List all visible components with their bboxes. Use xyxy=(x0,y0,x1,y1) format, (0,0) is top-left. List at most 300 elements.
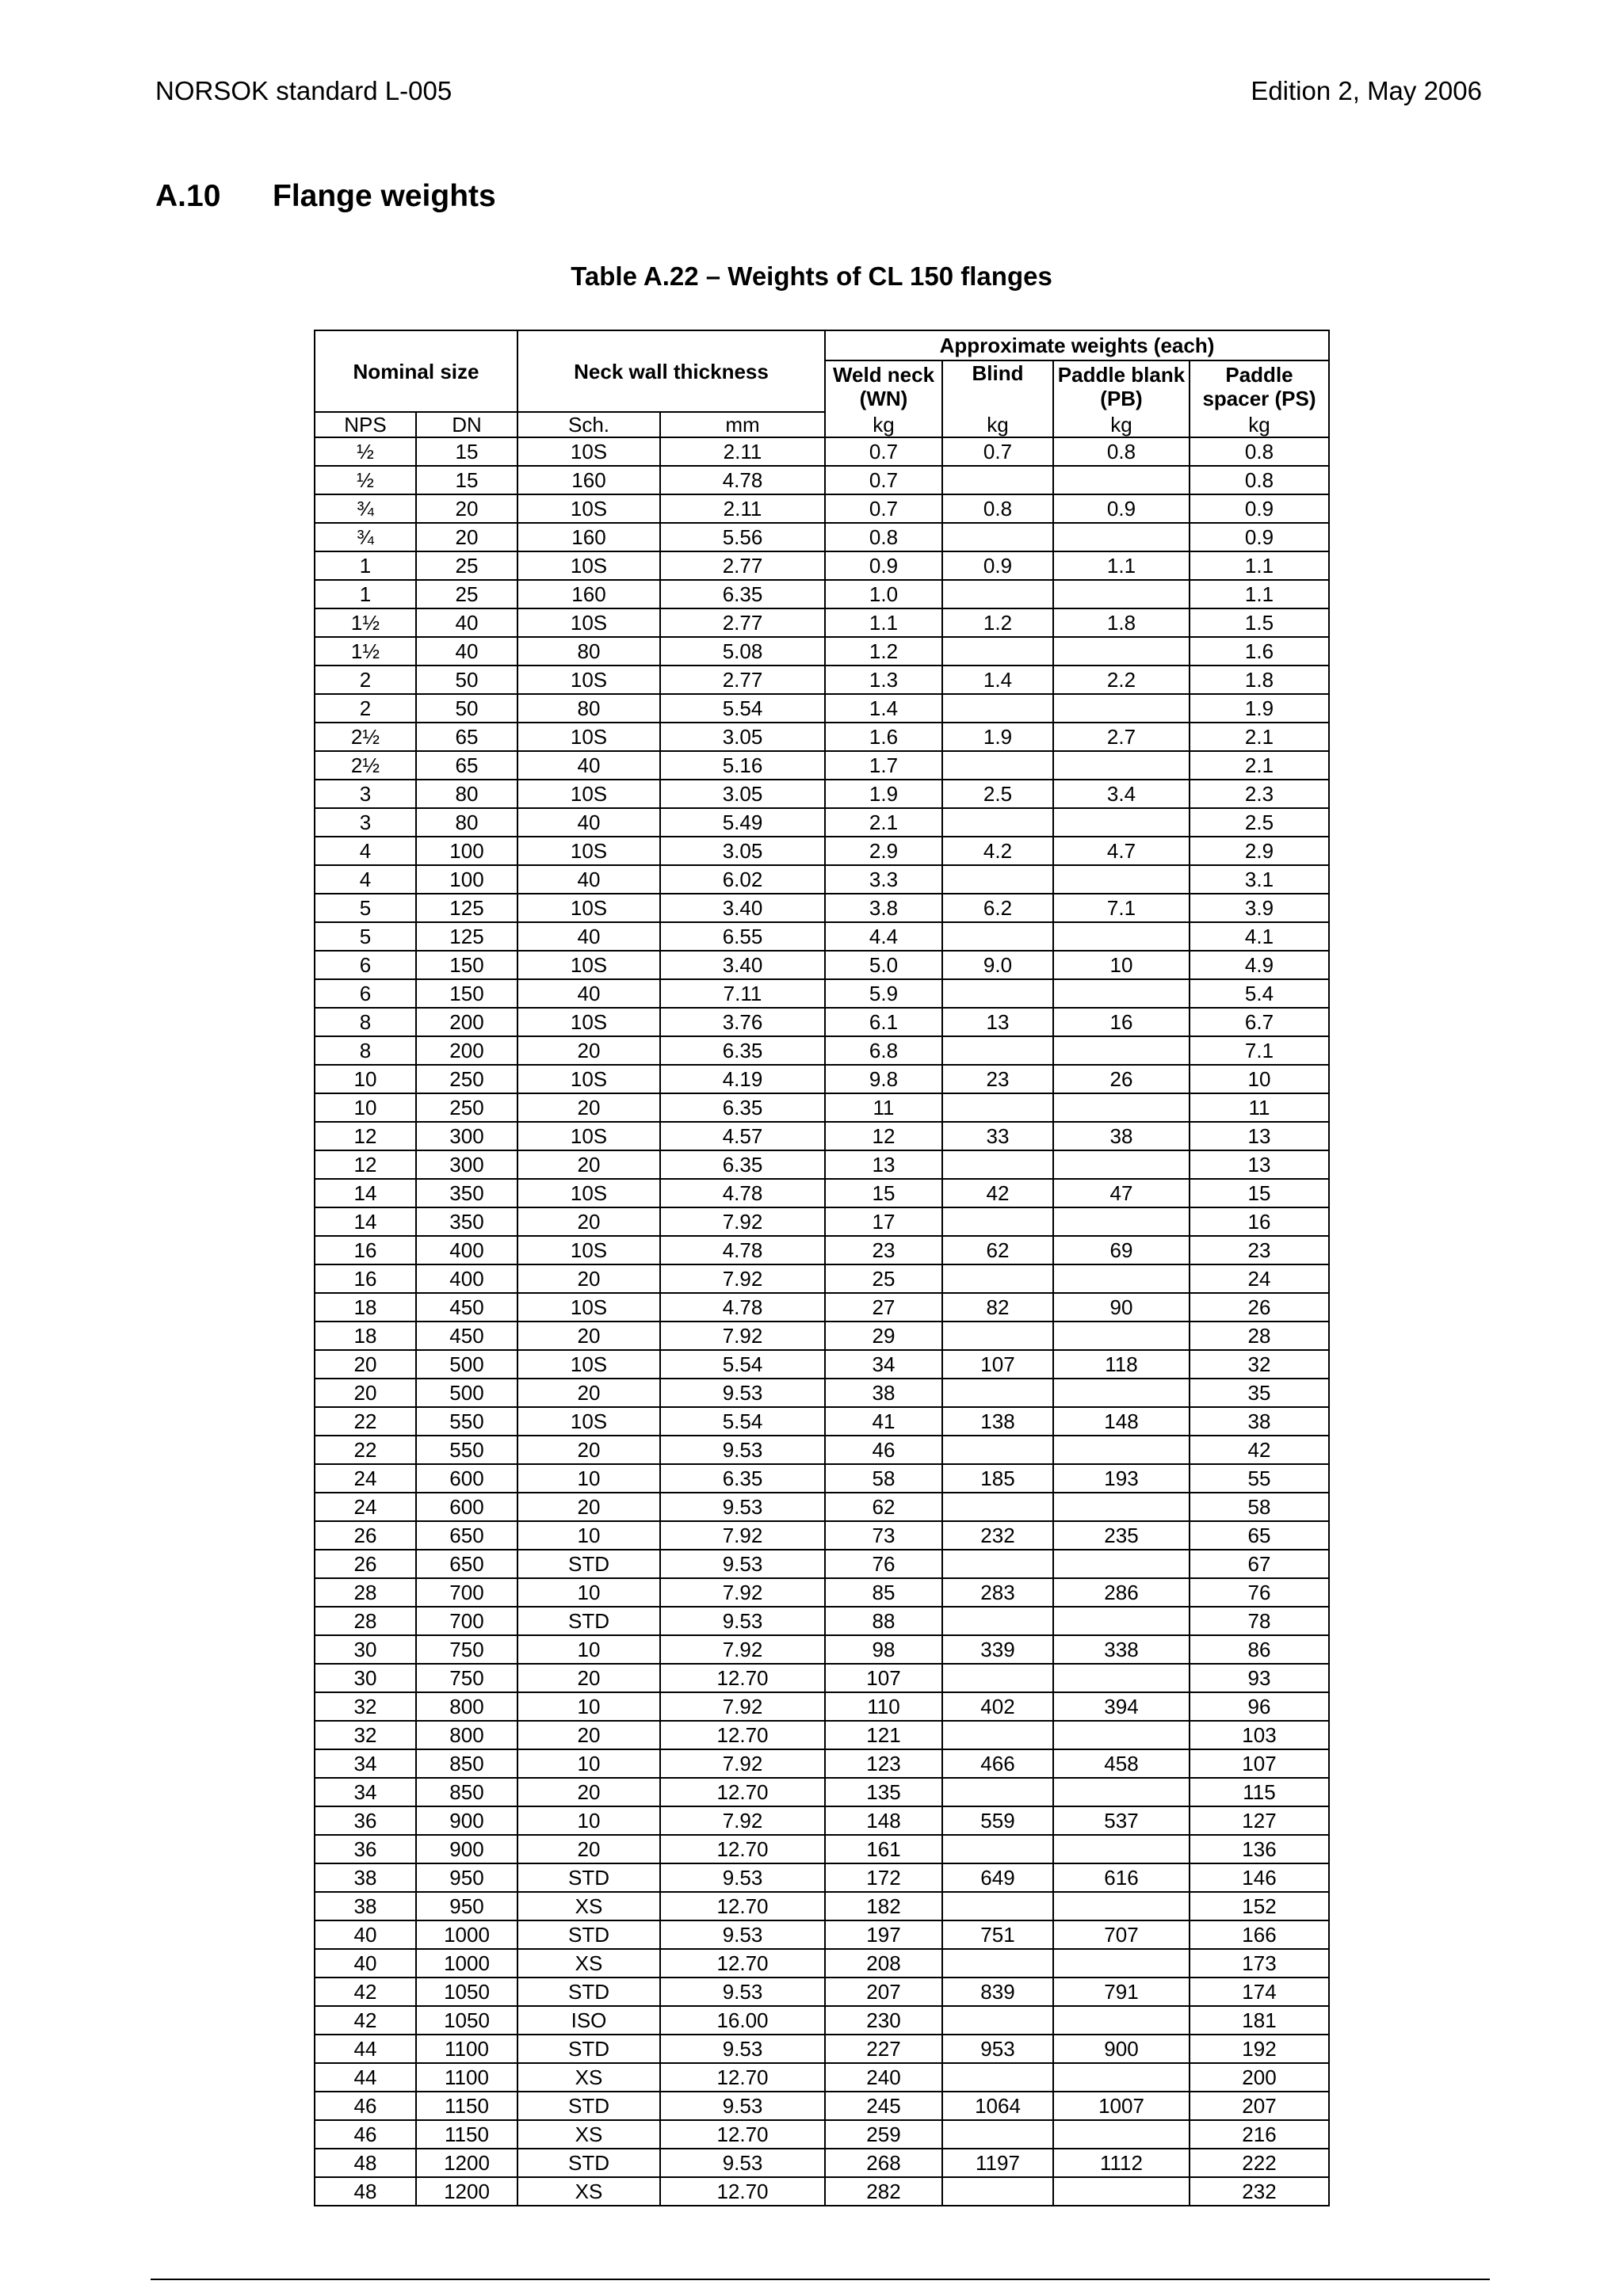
cell-ps: 67 xyxy=(1190,1550,1329,1578)
cell-blind: 42 xyxy=(942,1179,1053,1207)
cell-blind: 82 xyxy=(942,1293,1053,1322)
cell-nps: ½ xyxy=(315,466,416,494)
paddle-spacer-header: Paddle spacer (PS) xyxy=(1190,360,1329,412)
cell-sch: 10S xyxy=(517,1350,660,1379)
cell-mm: 4.57 xyxy=(660,1122,825,1150)
cell-mm: 7.92 xyxy=(660,1806,825,1835)
cell-mm: 9.53 xyxy=(660,1493,825,1521)
cell-blind xyxy=(942,1778,1053,1806)
cell-ps: 1.9 xyxy=(1190,694,1329,723)
cell-mm: 7.92 xyxy=(660,1635,825,1664)
cell-mm: 2.11 xyxy=(660,437,825,466)
cell-mm: 6.55 xyxy=(660,922,825,951)
cell-wn: 182 xyxy=(825,1892,942,1920)
footer-rule xyxy=(151,2279,1490,2280)
cell-wn: 110 xyxy=(825,1692,942,1721)
sch-header: Sch. xyxy=(517,412,660,437)
cell-mm: 12.70 xyxy=(660,1778,825,1806)
cell-wn: 46 xyxy=(825,1436,942,1464)
cell-dn: 100 xyxy=(416,837,517,865)
cell-ps: 115 xyxy=(1190,1778,1329,1806)
cell-dn: 500 xyxy=(416,1350,517,1379)
cell-nps: 5 xyxy=(315,922,416,951)
cell-blind xyxy=(942,1093,1053,1122)
table-row xyxy=(315,608,1329,637)
cell-pb: 7.1 xyxy=(1053,894,1190,922)
cell-wn: 197 xyxy=(825,1920,942,1949)
cell-dn: 150 xyxy=(416,951,517,979)
cell-pb xyxy=(1053,1892,1190,1920)
cell-ps: 3.1 xyxy=(1190,865,1329,894)
cell-dn: 550 xyxy=(416,1436,517,1464)
cell-sch: 10S xyxy=(517,1179,660,1207)
cell-dn: 1050 xyxy=(416,1978,517,2006)
cell-blind: 559 xyxy=(942,1806,1053,1835)
cell-pb: 16 xyxy=(1053,1008,1190,1036)
cell-blind: 1064 xyxy=(942,2092,1053,2120)
cell-ps: 173 xyxy=(1190,1949,1329,1978)
cell-wn: 1.6 xyxy=(825,723,942,751)
cell-sch: 40 xyxy=(517,865,660,894)
cell-dn: 950 xyxy=(416,1892,517,1920)
cell-wn: 107 xyxy=(825,1664,942,1692)
section-heading xyxy=(155,179,496,214)
cell-sch: 10S xyxy=(517,951,660,979)
cell-dn: 100 xyxy=(416,865,517,894)
cell-blind xyxy=(942,2006,1053,2035)
blind-unit: kg xyxy=(942,412,1053,437)
table-row xyxy=(315,1150,1329,1179)
cell-sch: 20 xyxy=(517,1493,660,1521)
cell-pb: 791 xyxy=(1053,1978,1190,2006)
cell-mm: 4.19 xyxy=(660,1065,825,1093)
cell-nps: 46 xyxy=(315,2120,416,2149)
cell-nps: 16 xyxy=(315,1264,416,1293)
cell-nps: 18 xyxy=(315,1293,416,1322)
cell-blind xyxy=(942,1949,1053,1978)
cell-wn: 27 xyxy=(825,1293,942,1322)
cell-mm: 4.78 xyxy=(660,1236,825,1264)
cell-sch: XS xyxy=(517,2063,660,2092)
cell-sch: STD xyxy=(517,2092,660,2120)
cell-blind xyxy=(942,808,1053,837)
cell-pb xyxy=(1053,637,1190,666)
cell-pb xyxy=(1053,2177,1190,2206)
cell-ps: 38 xyxy=(1190,1407,1329,1436)
cell-wn: 259 xyxy=(825,2120,942,2149)
cell-wn: 62 xyxy=(825,1493,942,1521)
cell-nps: 10 xyxy=(315,1065,416,1093)
cell-wn: 1.1 xyxy=(825,608,942,637)
cell-ps: 0.8 xyxy=(1190,437,1329,466)
cell-ps: 136 xyxy=(1190,1835,1329,1863)
cell-wn: 1.3 xyxy=(825,666,942,694)
cell-nps: 24 xyxy=(315,1493,416,1521)
cell-dn: 80 xyxy=(416,780,517,808)
cell-wn: 38 xyxy=(825,1379,942,1407)
cell-ps: 4.1 xyxy=(1190,922,1329,951)
table-row xyxy=(315,2177,1329,2206)
table-row xyxy=(315,951,1329,979)
cell-pb xyxy=(1053,1835,1190,1863)
cell-blind: 1.4 xyxy=(942,666,1053,694)
cell-ps: 192 xyxy=(1190,2035,1329,2063)
cell-sch: 10 xyxy=(517,1635,660,1664)
cell-sch: XS xyxy=(517,1892,660,1920)
cell-dn: 400 xyxy=(416,1264,517,1293)
cell-nps: 20 xyxy=(315,1379,416,1407)
cell-wn: 172 xyxy=(825,1863,942,1892)
cell-dn: 1100 xyxy=(416,2063,517,2092)
cell-nps: 24 xyxy=(315,1464,416,1493)
cell-sch: 10S xyxy=(517,723,660,751)
cell-mm: 9.53 xyxy=(660,1920,825,1949)
cell-dn: 800 xyxy=(416,1721,517,1749)
cell-dn: 250 xyxy=(416,1093,517,1122)
cell-mm: 2.77 xyxy=(660,666,825,694)
cell-wn: 123 xyxy=(825,1749,942,1778)
cell-nps: 5 xyxy=(315,894,416,922)
cell-wn: 3.3 xyxy=(825,865,942,894)
cell-dn: 1200 xyxy=(416,2149,517,2177)
cell-dn: 700 xyxy=(416,1607,517,1635)
cell-blind: 4.2 xyxy=(942,837,1053,865)
cell-nps: 6 xyxy=(315,979,416,1008)
cell-pb xyxy=(1053,580,1190,608)
cell-pb xyxy=(1053,1207,1190,1236)
table-row xyxy=(315,1749,1329,1778)
cell-ps: 2.1 xyxy=(1190,751,1329,780)
table-row xyxy=(315,1521,1329,1550)
cell-sch: 10S xyxy=(517,894,660,922)
table-row xyxy=(315,2092,1329,2120)
cell-pb xyxy=(1053,2063,1190,2092)
cell-blind xyxy=(942,2120,1053,2149)
cell-sch: ISO xyxy=(517,2006,660,2035)
cell-nps: 36 xyxy=(315,1806,416,1835)
cell-nps: 38 xyxy=(315,1892,416,1920)
cell-wn: 240 xyxy=(825,2063,942,2092)
cell-pb: 69 xyxy=(1053,1236,1190,1264)
cell-ps: 0.9 xyxy=(1190,523,1329,551)
cell-pb xyxy=(1053,979,1190,1008)
cell-nps: 2½ xyxy=(315,723,416,751)
cell-mm: 5.56 xyxy=(660,523,825,551)
cell-mm: 7.92 xyxy=(660,1692,825,1721)
cell-dn: 350 xyxy=(416,1179,517,1207)
cell-sch: STD xyxy=(517,1920,660,1949)
cell-nps: 32 xyxy=(315,1721,416,1749)
cell-wn: 1.7 xyxy=(825,751,942,780)
cell-wn: 76 xyxy=(825,1550,942,1578)
cell-nps: 28 xyxy=(315,1607,416,1635)
cell-wn: 73 xyxy=(825,1521,942,1550)
cell-wn: 3.8 xyxy=(825,894,942,922)
cell-pb: 338 xyxy=(1053,1635,1190,1664)
cell-sch: 10S xyxy=(517,1293,660,1322)
cell-dn: 450 xyxy=(416,1293,517,1322)
cell-ps: 76 xyxy=(1190,1578,1329,1607)
cell-pb: 458 xyxy=(1053,1749,1190,1778)
table-row xyxy=(315,1550,1329,1578)
table-row xyxy=(315,1578,1329,1607)
cell-ps: 15 xyxy=(1190,1179,1329,1207)
cell-sch: STD xyxy=(517,1607,660,1635)
cell-wn: 88 xyxy=(825,1607,942,1635)
cell-ps: 28 xyxy=(1190,1322,1329,1350)
cell-mm: 3.05 xyxy=(660,780,825,808)
cell-wn: 4.4 xyxy=(825,922,942,951)
cell-blind xyxy=(942,466,1053,494)
cell-dn: 150 xyxy=(416,979,517,1008)
cell-mm: 7.92 xyxy=(660,1322,825,1350)
table-row xyxy=(315,437,1329,466)
cell-ps: 55 xyxy=(1190,1464,1329,1493)
weld-neck-header: Weld neck (WN) xyxy=(825,360,942,412)
cell-blind xyxy=(942,1664,1053,1692)
cell-sch: 20 xyxy=(517,1093,660,1122)
cell-mm: 7.11 xyxy=(660,979,825,1008)
table-row xyxy=(315,1892,1329,1920)
cell-pb xyxy=(1053,808,1190,837)
table-row xyxy=(315,1436,1329,1464)
cell-nps: 3 xyxy=(315,780,416,808)
cell-wn: 29 xyxy=(825,1322,942,1350)
cell-mm: 9.53 xyxy=(660,2092,825,2120)
cell-sch: 80 xyxy=(517,694,660,723)
cell-ps: 207 xyxy=(1190,2092,1329,2120)
cell-dn: 65 xyxy=(416,723,517,751)
cell-ps: 65 xyxy=(1190,1521,1329,1550)
cell-ps: 42 xyxy=(1190,1436,1329,1464)
cell-blind xyxy=(942,1835,1053,1863)
cell-pb: 2.7 xyxy=(1053,723,1190,751)
cell-sch: STD xyxy=(517,2035,660,2063)
cell-ps: 11 xyxy=(1190,1093,1329,1122)
table-row xyxy=(315,1379,1329,1407)
cell-ps: 86 xyxy=(1190,1635,1329,1664)
cell-sch: STD xyxy=(517,1863,660,1892)
cell-sch: XS xyxy=(517,1949,660,1978)
cell-mm: 6.35 xyxy=(660,580,825,608)
cell-sch: 10S xyxy=(517,1065,660,1093)
cell-pb: 148 xyxy=(1053,1407,1190,1436)
cell-ps: 5.4 xyxy=(1190,979,1329,1008)
cell-pb xyxy=(1053,1949,1190,1978)
table-row xyxy=(315,666,1329,694)
table-row xyxy=(315,1664,1329,1692)
cell-wn: 6.8 xyxy=(825,1036,942,1065)
cell-sch: 80 xyxy=(517,637,660,666)
cell-sch: 20 xyxy=(517,1721,660,1749)
cell-nps: 30 xyxy=(315,1635,416,1664)
cell-pb: 900 xyxy=(1053,2035,1190,2063)
cell-dn: 900 xyxy=(416,1806,517,1835)
cell-blind: 138 xyxy=(942,1407,1053,1436)
cell-blind: 33 xyxy=(942,1122,1053,1150)
cell-blind: 466 xyxy=(942,1749,1053,1778)
cell-pb xyxy=(1053,751,1190,780)
cell-sch: 10S xyxy=(517,780,660,808)
cell-sch: 10S xyxy=(517,1407,660,1436)
cell-mm: 12.70 xyxy=(660,1949,825,1978)
cell-pb: 1112 xyxy=(1053,2149,1190,2177)
cell-pb: 26 xyxy=(1053,1065,1190,1093)
table-row xyxy=(315,1493,1329,1521)
cell-nps: 1½ xyxy=(315,637,416,666)
cell-sch: 20 xyxy=(517,1207,660,1236)
cell-pb: 10 xyxy=(1053,951,1190,979)
cell-sch: 160 xyxy=(517,523,660,551)
cell-pb xyxy=(1053,1093,1190,1122)
cell-mm: 12.70 xyxy=(660,2120,825,2149)
cell-ps: 78 xyxy=(1190,1607,1329,1635)
cell-mm: 4.78 xyxy=(660,466,825,494)
cell-sch: 10 xyxy=(517,1578,660,1607)
cell-pb: 38 xyxy=(1053,1122,1190,1150)
cell-blind: 953 xyxy=(942,2035,1053,2063)
paddle-blank-header: Paddle blank (PB) xyxy=(1053,360,1190,412)
flange-weights-table xyxy=(314,330,1330,2206)
cell-wn: 245 xyxy=(825,2092,942,2120)
cell-mm: 9.53 xyxy=(660,2035,825,2063)
cell-ps: 0.9 xyxy=(1190,494,1329,523)
table-row xyxy=(315,2063,1329,2092)
cell-wn: 161 xyxy=(825,1835,942,1863)
cell-dn: 40 xyxy=(416,608,517,637)
cell-mm: 6.35 xyxy=(660,1036,825,1065)
cell-mm: 9.53 xyxy=(660,1607,825,1635)
cell-nps: 34 xyxy=(315,1778,416,1806)
cell-ps: 23 xyxy=(1190,1236,1329,1264)
cell-ps: 232 xyxy=(1190,2177,1329,2206)
cell-mm: 3.40 xyxy=(660,894,825,922)
cell-sch: 20 xyxy=(517,1264,660,1293)
table-row xyxy=(315,1692,1329,1721)
cell-nps: 14 xyxy=(315,1179,416,1207)
approximate-weights-header: Approximate weights (each) xyxy=(825,330,1329,360)
cell-pb xyxy=(1053,2120,1190,2149)
cell-mm: 12.70 xyxy=(660,2063,825,2092)
cell-mm: 5.54 xyxy=(660,1407,825,1436)
cell-nps: ½ xyxy=(315,437,416,466)
cell-ps: 2.5 xyxy=(1190,808,1329,837)
cell-wn: 85 xyxy=(825,1578,942,1607)
cell-wn: 58 xyxy=(825,1464,942,1493)
table-row xyxy=(315,551,1329,580)
cell-blind: 232 xyxy=(942,1521,1053,1550)
cell-sch: 20 xyxy=(517,1150,660,1179)
cell-mm: 5.16 xyxy=(660,751,825,780)
table-row xyxy=(315,1835,1329,1863)
cell-wn: 1.0 xyxy=(825,580,942,608)
cell-pb: 3.4 xyxy=(1053,780,1190,808)
cell-pb xyxy=(1053,1607,1190,1635)
cell-mm: 9.53 xyxy=(660,1436,825,1464)
cell-mm: 5.54 xyxy=(660,694,825,723)
cell-dn: 40 xyxy=(416,637,517,666)
cell-pb xyxy=(1053,1721,1190,1749)
cell-wn: 0.7 xyxy=(825,494,942,523)
cell-mm: 9.53 xyxy=(660,2149,825,2177)
cell-blind: 6.2 xyxy=(942,894,1053,922)
cell-pb: 2.2 xyxy=(1053,666,1190,694)
cell-blind: 2.5 xyxy=(942,780,1053,808)
cell-mm: 4.78 xyxy=(660,1179,825,1207)
cell-blind: 649 xyxy=(942,1863,1053,1892)
cell-sch: 10 xyxy=(517,1464,660,1493)
cell-blind xyxy=(942,2063,1053,2092)
table-row xyxy=(315,979,1329,1008)
cell-nps: 8 xyxy=(315,1008,416,1036)
table-row xyxy=(315,780,1329,808)
cell-ps: 7.1 xyxy=(1190,1036,1329,1065)
cell-wn: 227 xyxy=(825,2035,942,2063)
cell-nps: 36 xyxy=(315,1835,416,1863)
cell-wn: 2.1 xyxy=(825,808,942,837)
cell-mm: 9.53 xyxy=(660,1550,825,1578)
cell-nps: 26 xyxy=(315,1550,416,1578)
cell-dn: 750 xyxy=(416,1664,517,1692)
cell-wn: 12 xyxy=(825,1122,942,1150)
section-number: A.10 xyxy=(155,179,221,213)
cell-mm: 2.77 xyxy=(660,551,825,580)
cell-dn: 650 xyxy=(416,1550,517,1578)
cell-pb: 118 xyxy=(1053,1350,1190,1379)
cell-wn: 230 xyxy=(825,2006,942,2035)
cell-sch: 20 xyxy=(517,1778,660,1806)
header-document-id: NORSOK standard L-005 xyxy=(155,76,453,105)
cell-pb xyxy=(1053,1322,1190,1350)
cell-wn: 0.7 xyxy=(825,437,942,466)
cell-ps: 3.9 xyxy=(1190,894,1329,922)
cell-blind xyxy=(942,637,1053,666)
cell-dn: 1100 xyxy=(416,2035,517,2063)
cell-mm: 9.53 xyxy=(660,1863,825,1892)
cell-pb xyxy=(1053,466,1190,494)
cell-ps: 181 xyxy=(1190,2006,1329,2035)
table-row xyxy=(315,1949,1329,1978)
cell-pb xyxy=(1053,1379,1190,1407)
table-row xyxy=(315,1978,1329,2006)
cell-sch: 40 xyxy=(517,808,660,837)
cell-blind xyxy=(942,1607,1053,1635)
cell-mm: 9.53 xyxy=(660,1978,825,2006)
cell-ps: 10 xyxy=(1190,1065,1329,1093)
cell-wn: 9.8 xyxy=(825,1065,942,1093)
cell-ps: 216 xyxy=(1190,2120,1329,2149)
table-body xyxy=(315,437,1329,2206)
cell-pb xyxy=(1053,694,1190,723)
cell-ps: 26 xyxy=(1190,1293,1329,1322)
table-row xyxy=(315,580,1329,608)
cell-pb: 193 xyxy=(1053,1464,1190,1493)
mm-header: mm xyxy=(660,412,825,437)
cell-blind xyxy=(942,751,1053,780)
cell-pb: 537 xyxy=(1053,1806,1190,1835)
cell-dn: 65 xyxy=(416,751,517,780)
cell-blind: 0.7 xyxy=(942,437,1053,466)
cell-pb: 4.7 xyxy=(1053,837,1190,865)
cell-ps: 32 xyxy=(1190,1350,1329,1379)
cell-nps: 1½ xyxy=(315,608,416,637)
cell-pb: 235 xyxy=(1053,1521,1190,1550)
table-row xyxy=(315,837,1329,865)
cell-ps: 13 xyxy=(1190,1122,1329,1150)
cell-ps: 1.8 xyxy=(1190,666,1329,694)
cell-blind: 1.2 xyxy=(942,608,1053,637)
cell-pb: 90 xyxy=(1053,1293,1190,1322)
